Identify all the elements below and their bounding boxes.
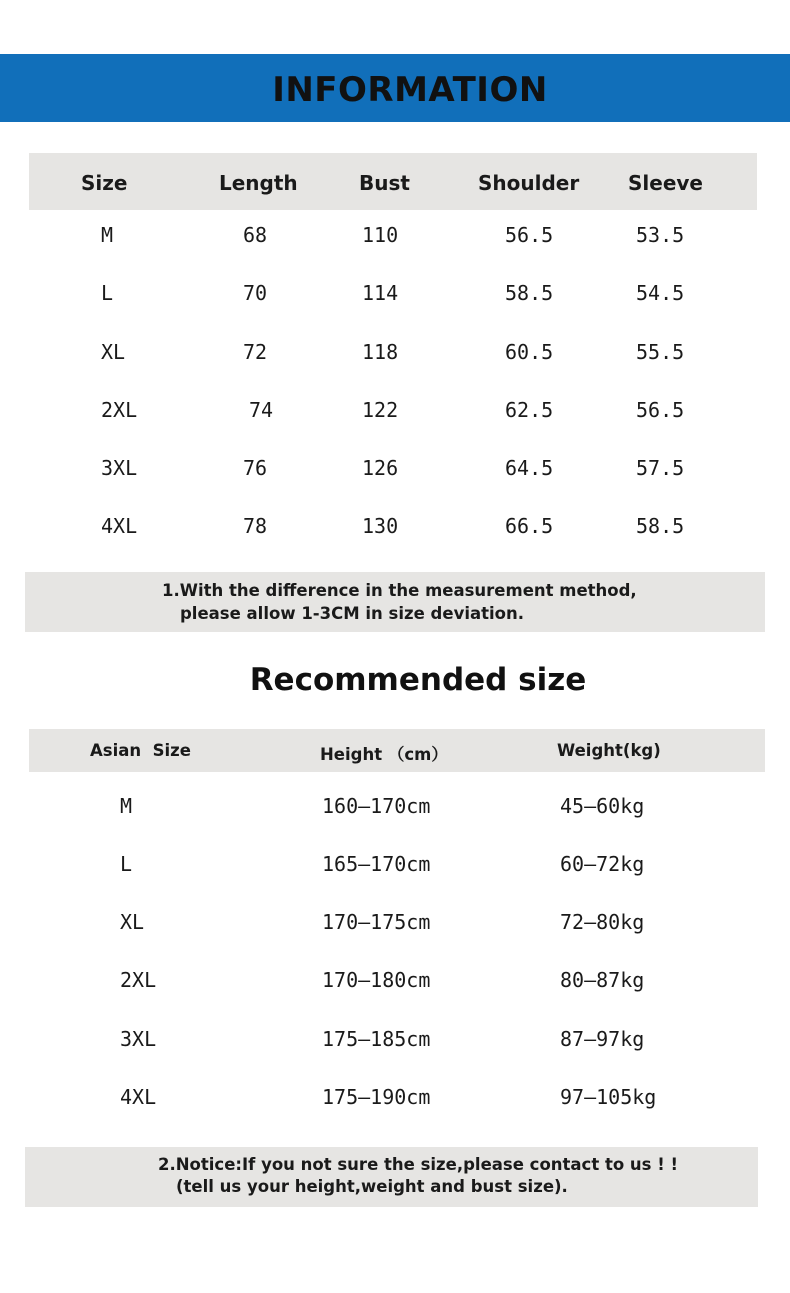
cell-asian-size: M bbox=[120, 794, 133, 818]
cell-sleeve: 53.5 bbox=[636, 223, 685, 247]
cell-height: 170–180cm bbox=[322, 968, 431, 992]
cell-size: 2XL bbox=[101, 398, 138, 422]
col-header-height: Height （cm） bbox=[320, 745, 448, 764]
cell-length: 68 bbox=[243, 223, 268, 247]
cell-height: 165–170cm bbox=[322, 852, 431, 876]
col-header-weight: Weight(kg) bbox=[557, 741, 661, 760]
cell-length: 76 bbox=[243, 456, 268, 480]
banner-title: INFORMATION bbox=[272, 70, 548, 110]
contact-notice bbox=[25, 1147, 758, 1207]
information-banner bbox=[0, 54, 790, 122]
cell-weight: 60–72kg bbox=[560, 852, 645, 876]
cell-length: 78 bbox=[243, 514, 268, 538]
recommended-size-title: Recommended size bbox=[249, 662, 587, 698]
measurement-note-line1: 1.With the difference in the measurement method, bbox=[162, 581, 637, 600]
col-header-length: Length bbox=[219, 171, 298, 195]
cell-asian-size: 4XL bbox=[120, 1085, 157, 1109]
cell-shoulder: 60.5 bbox=[505, 340, 554, 364]
cell-shoulder: 58.5 bbox=[505, 281, 554, 305]
cell-shoulder: 56.5 bbox=[505, 223, 554, 247]
col-header-size: Size bbox=[81, 171, 128, 195]
cell-bust: 122 bbox=[362, 398, 399, 422]
cell-weight: 97–105kg bbox=[560, 1085, 657, 1109]
cell-bust: 114 bbox=[362, 281, 399, 305]
cell-weight: 87–97kg bbox=[560, 1027, 645, 1051]
cell-asian-size: 3XL bbox=[120, 1027, 157, 1051]
col-header-asian-size: Asian Size bbox=[90, 741, 191, 760]
measurement-note-line2: please allow 1-3CM in size deviation. bbox=[180, 604, 525, 623]
col-header-sleeve: Sleeve bbox=[628, 171, 703, 195]
col-header-shoulder: Shoulder bbox=[478, 171, 580, 195]
cell-bust: 118 bbox=[362, 340, 399, 364]
cell-bust: 130 bbox=[362, 514, 399, 538]
cell-size: L bbox=[101, 281, 114, 305]
cell-shoulder: 64.5 bbox=[505, 456, 554, 480]
cell-asian-size: L bbox=[120, 852, 133, 876]
cell-height: 170–175cm bbox=[322, 910, 431, 934]
cell-height: 160–170cm bbox=[322, 794, 431, 818]
cell-sleeve: 57.5 bbox=[636, 456, 685, 480]
col-header-bust: Bust bbox=[359, 171, 410, 195]
cell-size: 3XL bbox=[101, 456, 138, 480]
cell-weight: 80–87kg bbox=[560, 968, 645, 992]
cell-size: XL bbox=[101, 340, 126, 364]
cell-weight: 45–60kg bbox=[560, 794, 645, 818]
cell-weight: 72–80kg bbox=[560, 910, 645, 934]
cell-sleeve: 56.5 bbox=[636, 398, 685, 422]
cell-size: M bbox=[101, 223, 114, 247]
cell-sleeve: 54.5 bbox=[636, 281, 685, 305]
cell-height: 175–185cm bbox=[322, 1027, 431, 1051]
cell-height: 175–190cm bbox=[322, 1085, 431, 1109]
cell-size: 4XL bbox=[101, 514, 138, 538]
cell-length: 74 bbox=[249, 398, 274, 422]
cell-sleeve: 58.5 bbox=[636, 514, 685, 538]
cell-sleeve: 55.5 bbox=[636, 340, 685, 364]
cell-length: 70 bbox=[243, 281, 268, 305]
cell-bust: 110 bbox=[362, 223, 399, 247]
cell-shoulder: 66.5 bbox=[505, 514, 554, 538]
cell-length: 72 bbox=[243, 340, 268, 364]
contact-notice-line2: (tell us your height,weight and bust size). bbox=[176, 1177, 568, 1196]
contact-notice-line1: 2.Notice:If you not sure the size,please contact to us ! ! bbox=[158, 1155, 679, 1174]
cell-asian-size: 2XL bbox=[120, 968, 157, 992]
cell-bust: 126 bbox=[362, 456, 399, 480]
measurement-note bbox=[25, 572, 765, 632]
cell-asian-size: XL bbox=[120, 910, 145, 934]
cell-shoulder: 62.5 bbox=[505, 398, 554, 422]
